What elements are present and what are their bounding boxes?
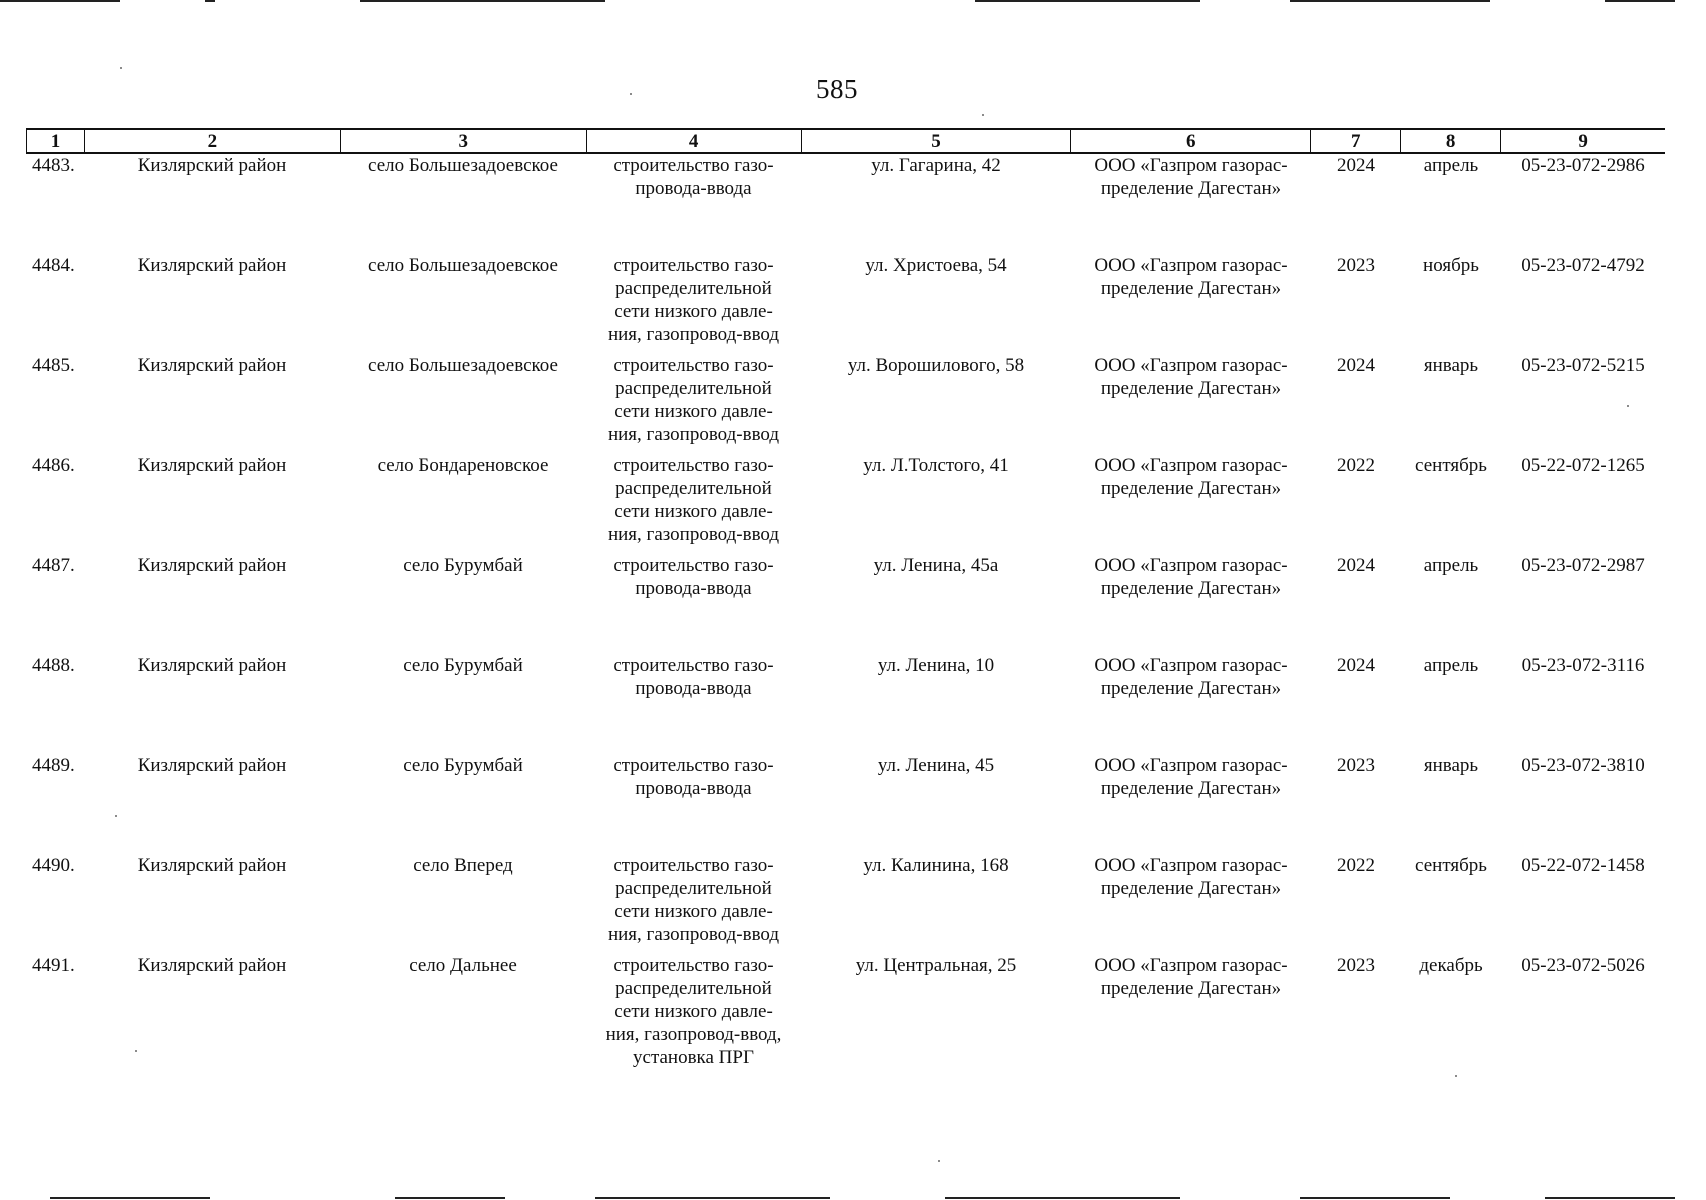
organization — [1071, 354, 1311, 454]
settlement: село Вперед — [413, 855, 513, 876]
scan-edge-top — [1290, 0, 1490, 2]
org-line: пределение Дагестан» — [1100, 278, 1282, 299]
address: ул. Центральная, 25 — [855, 955, 1017, 976]
column-header-6: 6 — [1071, 130, 1311, 152]
address: ул. Гагарина, 42 — [871, 155, 1001, 176]
year: 2023 — [1337, 955, 1375, 976]
work-line: ния, газопровод-ввод, — [605, 1024, 782, 1045]
work-line: строительство газо- — [613, 655, 774, 676]
code: 05-23-072-2987 — [1521, 555, 1645, 576]
district: Кизлярский район — [137, 955, 287, 976]
work-line: сети низкого давле- — [614, 301, 773, 322]
data-table — [26, 128, 1665, 1084]
district: Кизлярский район — [137, 355, 287, 376]
district: Кизлярский район — [137, 255, 287, 276]
table-header-row — [26, 128, 1665, 154]
organization — [1071, 654, 1311, 754]
scan-edge-bottom — [50, 1197, 210, 1199]
work-description — [586, 954, 801, 1084]
table-row — [26, 454, 1665, 554]
month: апрель — [1423, 555, 1479, 576]
scan-edge-bottom — [945, 1197, 1180, 1199]
row-number: 4487. — [32, 555, 75, 576]
work-line: распределительной — [615, 478, 772, 499]
work-line: ния, газопровод-ввод — [607, 424, 780, 445]
org-line: ООО «Газпром газорас- — [1094, 255, 1288, 276]
work-line: сети низкого давле- — [614, 401, 773, 422]
org-line: ООО «Газпром газорас- — [1094, 755, 1288, 776]
work-description — [586, 254, 801, 354]
district: Кизлярский район — [137, 555, 287, 576]
code: 05-23-072-5215 — [1521, 355, 1645, 376]
scan-edge-bottom — [1300, 1197, 1450, 1199]
address: ул. Калинина, 168 — [863, 855, 1009, 876]
table-row — [26, 854, 1665, 954]
column-header-7: 7 — [1311, 130, 1401, 152]
year: 2024 — [1337, 555, 1375, 576]
month: апрель — [1423, 155, 1479, 176]
org-line: ООО «Газпром газорас- — [1094, 355, 1288, 376]
address: ул. Ленина, 10 — [877, 655, 995, 676]
organization — [1071, 554, 1311, 654]
work-line: провода-ввода — [635, 778, 752, 799]
month: декабрь — [1419, 955, 1483, 976]
scan-edge-top — [975, 0, 1200, 2]
code: 05-23-072-3810 — [1521, 755, 1645, 776]
work-line: строительство газо- — [613, 955, 774, 976]
organization — [1071, 754, 1311, 854]
settlement: село Большезадоевское — [368, 255, 558, 276]
scan-speck — [938, 1160, 940, 1162]
work-description — [586, 354, 801, 454]
work-description — [586, 554, 801, 654]
code: 05-23-072-2986 — [1521, 155, 1645, 176]
table-row — [26, 654, 1665, 754]
settlement: село Большезадоевское — [368, 355, 558, 376]
code: 05-22-072-1458 — [1521, 855, 1645, 876]
org-line: ООО «Газпром газорас- — [1094, 655, 1288, 676]
column-header-9: 9 — [1578, 131, 1588, 152]
org-line: пределение Дагестан» — [1100, 978, 1282, 999]
table-row — [26, 954, 1665, 1084]
settlement: село Дальнее — [409, 955, 517, 976]
month: январь — [1423, 355, 1479, 376]
scan-edge-top — [0, 0, 120, 2]
code: 05-23-072-4792 — [1521, 255, 1645, 276]
scan-edge-top — [1605, 0, 1675, 2]
column-header-3: 3 — [341, 130, 587, 152]
org-line: ООО «Газпром газорас- — [1094, 155, 1288, 176]
row-number: 4485. — [32, 355, 75, 376]
scan-edge-bottom — [595, 1197, 830, 1199]
org-line: ООО «Газпром газорас- — [1094, 455, 1288, 476]
district: Кизлярский район — [137, 155, 287, 176]
organization — [1071, 454, 1311, 554]
district: Кизлярский район — [137, 855, 287, 876]
org-line: пределение Дагестан» — [1100, 578, 1282, 599]
work-line: строительство газо- — [613, 555, 774, 576]
work-line: распределительной — [615, 378, 772, 399]
column-header-5: 5 — [802, 130, 1072, 152]
column-header-2: 2 — [85, 130, 341, 152]
work-line: ния, газопровод-ввод — [607, 324, 780, 345]
organization — [1071, 854, 1311, 954]
column-header-1: 1 — [27, 130, 85, 152]
column-header-8: 8 — [1401, 130, 1501, 152]
work-line: провода-ввода — [635, 178, 752, 199]
month: апрель — [1423, 655, 1479, 676]
page-number: 585 — [816, 74, 858, 104]
year: 2023 — [1337, 255, 1375, 276]
row-number: 4484. — [32, 255, 75, 276]
work-description — [586, 454, 801, 554]
month: январь — [1423, 755, 1479, 776]
table-row — [26, 354, 1665, 454]
org-line: ООО «Газпром газорас- — [1094, 855, 1288, 876]
work-line: сети низкого давле- — [614, 901, 773, 922]
address: ул. Л.Толстого, 41 — [863, 455, 1009, 476]
year: 2023 — [1337, 755, 1375, 776]
year: 2022 — [1337, 455, 1375, 476]
scan-edge-bottom — [1545, 1197, 1675, 1199]
work-line: установка ПРГ — [633, 1047, 754, 1068]
work-line: строительство газо- — [613, 155, 774, 176]
row-number: 4483. — [32, 155, 75, 176]
code: 05-23-072-5026 — [1521, 955, 1645, 976]
organization — [1071, 954, 1311, 1084]
work-line: сети низкого давле- — [614, 501, 773, 522]
work-line: провода-ввода — [635, 678, 752, 699]
year: 2022 — [1337, 855, 1375, 876]
scan-edge-bottom — [395, 1197, 505, 1199]
row-number: 4486. — [32, 455, 75, 476]
row-number: 4490. — [32, 855, 75, 876]
district: Кизлярский район — [137, 455, 287, 476]
org-line: пределение Дагестан» — [1100, 878, 1282, 899]
work-description — [586, 154, 801, 254]
district: Кизлярский район — [137, 755, 287, 776]
table-row — [26, 154, 1665, 254]
settlement: село Бурумбай — [403, 555, 523, 576]
month: ноябрь — [1423, 255, 1479, 276]
scan-speck — [120, 67, 122, 69]
work-line: строительство газо- — [613, 855, 774, 876]
work-line: провода-ввода — [635, 578, 752, 599]
work-line: строительство газо- — [613, 455, 774, 476]
work-line: распределительной — [615, 878, 772, 899]
scan-edge-top — [360, 0, 605, 2]
work-line: ния, газопровод-ввод — [607, 924, 780, 945]
org-line: пределение Дагестан» — [1100, 478, 1282, 499]
table-row — [26, 754, 1665, 854]
row-number: 4488. — [32, 655, 75, 676]
work-description — [586, 754, 801, 854]
settlement: село Бурумбай — [403, 755, 523, 776]
settlement: село Большезадоевское — [368, 155, 558, 176]
work-line: распределительной — [615, 278, 772, 299]
table-row — [26, 254, 1665, 354]
address: ул. Ленина, 45а — [873, 555, 999, 576]
year: 2024 — [1337, 355, 1375, 376]
month: сентябрь — [1415, 855, 1487, 876]
work-line: ния, газопровод-ввод — [607, 524, 780, 545]
code: 05-22-072-1265 — [1521, 455, 1645, 476]
month: сентябрь — [1415, 455, 1487, 476]
table-row — [26, 554, 1665, 654]
year: 2024 — [1337, 655, 1375, 676]
work-line: строительство газо- — [613, 755, 774, 776]
address: ул. Христоева, 54 — [865, 255, 1007, 276]
work-line: строительство газо- — [613, 255, 774, 276]
row-number: 4489. — [32, 755, 75, 776]
work-line: строительство газо- — [613, 355, 774, 376]
settlement: село Бурумбай — [403, 655, 523, 676]
address: ул. Ворошилового, 58 — [847, 355, 1025, 376]
org-line: пределение Дагестан» — [1100, 678, 1282, 699]
address: ул. Ленина, 45 — [877, 755, 995, 776]
code: 05-23-072-3116 — [1521, 655, 1645, 676]
scan-speck — [982, 114, 984, 116]
organization — [1071, 254, 1311, 354]
row-number: 4491. — [32, 955, 75, 976]
district: Кизлярский район — [137, 655, 287, 676]
work-description — [586, 854, 801, 954]
org-line: пределение Дагестан» — [1100, 778, 1282, 799]
settlement: село Бондареновское — [377, 455, 549, 476]
org-line: ООО «Газпром газорас- — [1094, 555, 1288, 576]
work-description — [586, 654, 801, 754]
work-line: сети низкого давле- — [614, 1001, 773, 1022]
org-line: пределение Дагестан» — [1100, 378, 1282, 399]
column-header-4: 4 — [587, 130, 802, 152]
organization — [1071, 154, 1311, 254]
org-line: ООО «Газпром газорас- — [1094, 955, 1288, 976]
work-line: распределительной — [615, 978, 772, 999]
org-line: пределение Дагестан» — [1100, 178, 1282, 199]
scan-edge-top — [205, 0, 215, 2]
year: 2024 — [1337, 155, 1375, 176]
